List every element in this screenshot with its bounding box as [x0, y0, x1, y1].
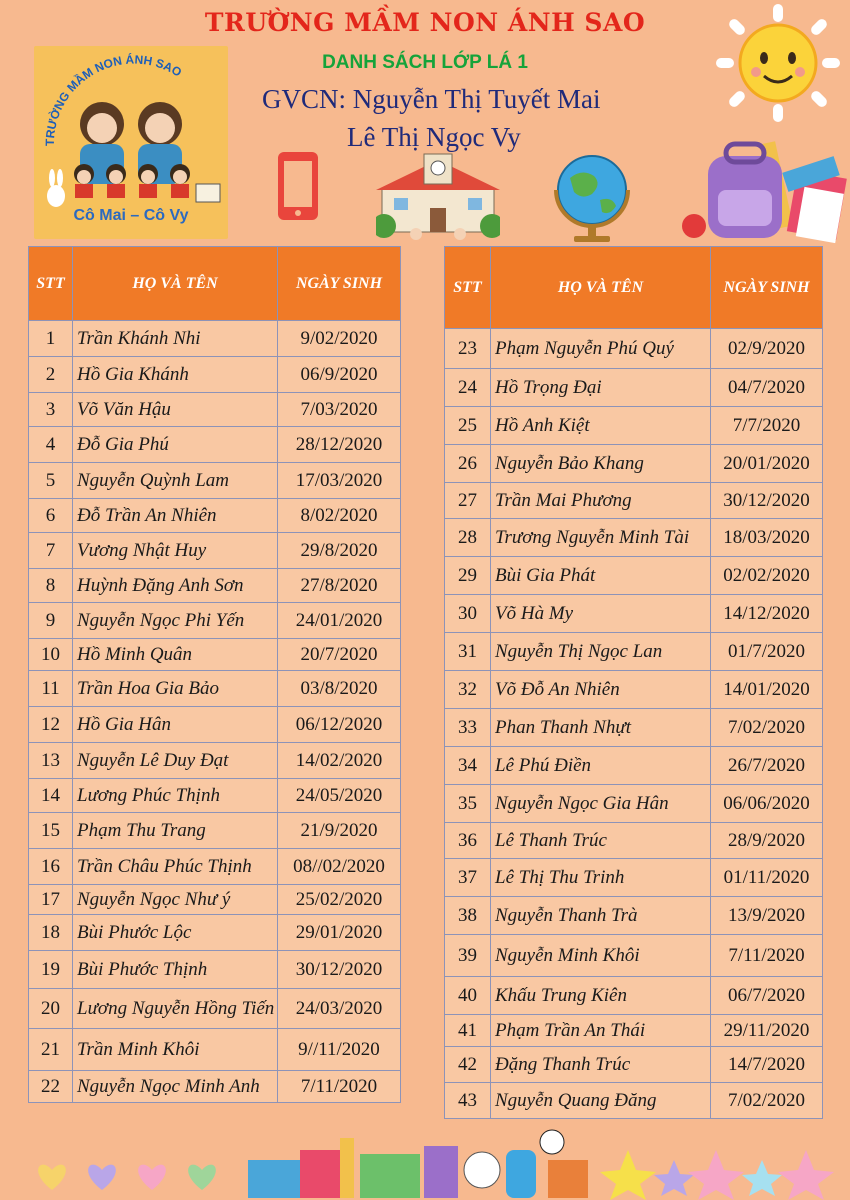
school-building-icon: [376, 150, 500, 244]
student-row: [29, 603, 401, 639]
student-birthdate: 06/7/2020: [711, 977, 823, 1015]
student-name: Trần Khánh Nhi: [73, 321, 278, 357]
student-number: 15: [29, 813, 73, 849]
student-name: Lương Phúc Thịnh: [73, 779, 278, 813]
student-birthdate: 01/7/2020: [711, 633, 823, 671]
student-row: [29, 849, 401, 885]
student-birthdate: 29/11/2020: [711, 1015, 823, 1047]
student-birthdate: 14/02/2020: [278, 743, 401, 779]
student-name: Trần Minh Khôi: [73, 1029, 278, 1071]
student-row: [445, 859, 823, 897]
school-logo: [34, 46, 228, 239]
student-row: [445, 785, 823, 823]
student-birthdate: 01/11/2020: [711, 859, 823, 897]
student-birthdate: 30/12/2020: [711, 483, 823, 519]
student-number: 4: [29, 427, 73, 463]
student-birthdate: 17/03/2020: [278, 463, 401, 499]
student-name: Nguyễn Quỳnh Lam: [73, 463, 278, 499]
student-number: 6: [29, 499, 73, 533]
student-birthdate: 7/03/2020: [278, 393, 401, 427]
student-birthdate: 24/05/2020: [278, 779, 401, 813]
student-birthdate: 21/9/2020: [278, 813, 401, 849]
class-title: DANH SÁCH LỚP LÁ 1: [322, 52, 528, 73]
student-birthdate: 04/7/2020: [711, 369, 823, 407]
student-row: [29, 989, 401, 1029]
name-header: HỌ VÀ TÊN: [73, 247, 278, 321]
student-row: [445, 557, 823, 595]
student-birthdate: 30/12/2020: [278, 951, 401, 989]
school-name: TRƯỜNG MẦM NON ÁNH SAO: [204, 8, 646, 37]
student-number: 18: [29, 915, 73, 951]
student-birthdate: 7/02/2020: [711, 709, 823, 747]
student-birthdate: 24/01/2020: [278, 603, 401, 639]
student-birthdate: 25/02/2020: [278, 885, 401, 915]
student-name: Trần Mai Phương: [491, 483, 711, 519]
student-row: [445, 709, 823, 747]
student-name: Nguyễn Ngọc Phi Yến: [73, 603, 278, 639]
globe-icon: [552, 150, 636, 246]
student-row: [445, 483, 823, 519]
student-row: [445, 1047, 823, 1083]
student-birthdate: 7/7/2020: [711, 407, 823, 445]
student-birthdate: 08//02/2020: [278, 849, 401, 885]
student-birthdate: 9/02/2020: [278, 321, 401, 357]
student-row: [29, 321, 401, 357]
student-name: Vương Nhật Huy: [73, 533, 278, 569]
student-birthdate: 29/8/2020: [278, 533, 401, 569]
student-birthdate: 7/11/2020: [711, 935, 823, 977]
student-number: 41: [445, 1015, 491, 1047]
student-number: 24: [445, 369, 491, 407]
student-name: Lê Phú Điền: [491, 747, 711, 785]
student-number: 34: [445, 747, 491, 785]
student-row: [29, 357, 401, 393]
student-birthdate: 02/02/2020: [711, 557, 823, 595]
student-name: Đặng Thanh Trúc: [491, 1047, 711, 1083]
student-row: [445, 633, 823, 671]
name-header: HỌ VÀ TÊN: [491, 247, 711, 329]
student-name: Võ Văn Hậu: [73, 393, 278, 427]
student-number: 12: [29, 707, 73, 743]
student-row: [445, 897, 823, 935]
assistant-teacher: Lê Thị Ngọc Vy: [347, 122, 521, 152]
student-birthdate: 7/02/2020: [711, 1083, 823, 1119]
student-birthdate: 13/9/2020: [711, 897, 823, 935]
student-row: [445, 329, 823, 369]
student-birthdate: 8/02/2020: [278, 499, 401, 533]
student-birthdate: 06/06/2020: [711, 785, 823, 823]
student-row: [445, 747, 823, 785]
student-name: Bùi Gia Phát: [491, 557, 711, 595]
student-name: Nguyễn Quang Đăng: [491, 1083, 711, 1119]
bottom-decoration: [0, 1120, 850, 1200]
student-number: 14: [29, 779, 73, 813]
student-name: Trương Nguyễn Minh Tài: [491, 519, 711, 557]
student-name: Trần Hoa Gia Bảo: [73, 671, 278, 707]
student-row: [29, 1071, 401, 1103]
student-row: [29, 813, 401, 849]
student-number: 26: [445, 445, 491, 483]
student-birthdate: 06/12/2020: [278, 707, 401, 743]
heart-icon: [38, 1165, 216, 1190]
student-row: [29, 639, 401, 671]
stt-header: STT: [445, 247, 491, 329]
student-row: [29, 393, 401, 427]
school-supplies-icon: [248, 1130, 588, 1198]
student-name: Hồ Gia Khánh: [73, 357, 278, 393]
student-name: Nguyễn Ngọc Gia Hân: [491, 785, 711, 823]
student-name: Phạm Nguyễn Phú Quý: [491, 329, 711, 369]
student-name: Nguyễn Bảo Khang: [491, 445, 711, 483]
student-row: [445, 407, 823, 445]
student-name: Phạm Thu Trang: [73, 813, 278, 849]
student-birthdate: 28/12/2020: [278, 427, 401, 463]
student-number: 11: [29, 671, 73, 707]
student-row: [29, 463, 401, 499]
student-row: [29, 743, 401, 779]
student-number: 2: [29, 357, 73, 393]
student-row: [29, 499, 401, 533]
student-name: Bùi Phước Lộc: [73, 915, 278, 951]
student-number: 23: [445, 329, 491, 369]
student-name: Võ Đỗ An Nhiên: [491, 671, 711, 709]
student-birthdate: 02/9/2020: [711, 329, 823, 369]
student-number: 40: [445, 977, 491, 1015]
student-birthdate: 06/9/2020: [278, 357, 401, 393]
student-number: 25: [445, 407, 491, 445]
student-birthdate: 18/03/2020: [711, 519, 823, 557]
student-number: 28: [445, 519, 491, 557]
student-row: [445, 445, 823, 483]
student-birthdate: 14/01/2020: [711, 671, 823, 709]
student-birthdate: 03/8/2020: [278, 671, 401, 707]
student-row: [29, 951, 401, 989]
student-row: [445, 935, 823, 977]
student-name: Lê Thị Thu Trinh: [491, 859, 711, 897]
student-name: Hồ Trọng Đại: [491, 369, 711, 407]
student-name: Võ Hà My: [491, 595, 711, 633]
dob-header: NGÀY SINH: [278, 247, 401, 321]
student-number: 10: [29, 639, 73, 671]
student-birthdate: 26/7/2020: [711, 747, 823, 785]
student-name: Phan Thanh Nhựt: [491, 709, 711, 747]
student-row: [29, 707, 401, 743]
logo-footer: Cô Mai – Cô Vy: [73, 207, 189, 224]
student-name: Nguyễn Thị Ngọc Lan: [491, 633, 711, 671]
student-birthdate: 28/9/2020: [711, 823, 823, 859]
student-number: 19: [29, 951, 73, 989]
student-number: 8: [29, 569, 73, 603]
student-row: [29, 671, 401, 707]
sun-icon: [716, 4, 840, 122]
student-row: [29, 915, 401, 951]
student-number: 37: [445, 859, 491, 897]
student-number: 3: [29, 393, 73, 427]
student-number: 9: [29, 603, 73, 639]
student-table-right: [444, 246, 823, 1119]
logo-arc-text: TRƯỜNG MẦM NON ÁNH SAO: [42, 52, 185, 147]
student-number: 30: [445, 595, 491, 633]
student-number: 35: [445, 785, 491, 823]
student-row: [445, 977, 823, 1015]
student-number: 1: [29, 321, 73, 357]
student-number: 17: [29, 885, 73, 915]
student-birthdate: 9//11/2020: [278, 1029, 401, 1071]
student-name: Huỳnh Đặng Anh Sơn: [73, 569, 278, 603]
student-number: 27: [445, 483, 491, 519]
student-birthdate: 14/7/2020: [711, 1047, 823, 1083]
student-number: 31: [445, 633, 491, 671]
student-name: Lê Thanh Trúc: [491, 823, 711, 859]
homeroom-teacher: GVCN: Nguyễn Thị Tuyết Mai: [262, 84, 601, 114]
student-table-left: [28, 246, 401, 1103]
student-row: [29, 1029, 401, 1071]
student-row: [29, 427, 401, 463]
phone-icon: [275, 150, 321, 222]
student-name: Trần Châu Phúc Thịnh: [73, 849, 278, 885]
student-birthdate: 27/8/2020: [278, 569, 401, 603]
student-name: Hồ Minh Quân: [73, 639, 278, 671]
student-row: [445, 1083, 823, 1119]
student-number: 42: [445, 1047, 491, 1083]
student-row: [29, 533, 401, 569]
student-number: 38: [445, 897, 491, 935]
student-name: Lương Nguyễn Hồng Tiến: [73, 989, 278, 1029]
student-name: Nguyễn Ngọc Như ý: [73, 885, 278, 915]
student-number: 33: [445, 709, 491, 747]
student-birthdate: 7/11/2020: [278, 1071, 401, 1103]
student-name: Phạm Trần An Thái: [491, 1015, 711, 1047]
student-number: 43: [445, 1083, 491, 1119]
student-row: [29, 779, 401, 813]
student-number: 32: [445, 671, 491, 709]
student-number: 36: [445, 823, 491, 859]
student-birthdate: 24/03/2020: [278, 989, 401, 1029]
student-birthdate: 20/7/2020: [278, 639, 401, 671]
student-row: [445, 823, 823, 859]
student-name: Nguyễn Ngọc Minh Anh: [73, 1071, 278, 1103]
student-name: Nguyễn Thanh Trà: [491, 897, 711, 935]
student-number: 20: [29, 989, 73, 1029]
student-number: 39: [445, 935, 491, 977]
student-name: Nguyễn Minh Khôi: [491, 935, 711, 977]
student-number: 29: [445, 557, 491, 595]
student-row: [29, 885, 401, 915]
stt-header: STT: [29, 247, 73, 321]
star-icon: [600, 1150, 834, 1200]
dob-header: NGÀY SINH: [711, 247, 823, 329]
student-number: 16: [29, 849, 73, 885]
student-birthdate: 29/01/2020: [278, 915, 401, 951]
student-number: 22: [29, 1071, 73, 1103]
student-name: Đỗ Gia Phú: [73, 427, 278, 463]
student-name: Nguyễn Lê Duy Đạt: [73, 743, 278, 779]
student-number: 7: [29, 533, 73, 569]
student-row: [29, 569, 401, 603]
student-name: Đỗ Trần An Nhiên: [73, 499, 278, 533]
backpack-icon: [682, 134, 850, 246]
student-row: [445, 595, 823, 633]
student-row: [445, 519, 823, 557]
student-name: Hồ Anh Kiệt: [491, 407, 711, 445]
student-name: Bùi Phước Thịnh: [73, 951, 278, 989]
student-name: Khấu Trung Kiên: [491, 977, 711, 1015]
student-number: 21: [29, 1029, 73, 1071]
student-row: [445, 671, 823, 709]
student-birthdate: 14/12/2020: [711, 595, 823, 633]
student-name: Hồ Gia Hân: [73, 707, 278, 743]
student-number: 5: [29, 463, 73, 499]
student-number: 13: [29, 743, 73, 779]
student-row: [445, 1015, 823, 1047]
student-row: [445, 369, 823, 407]
student-birthdate: 20/01/2020: [711, 445, 823, 483]
